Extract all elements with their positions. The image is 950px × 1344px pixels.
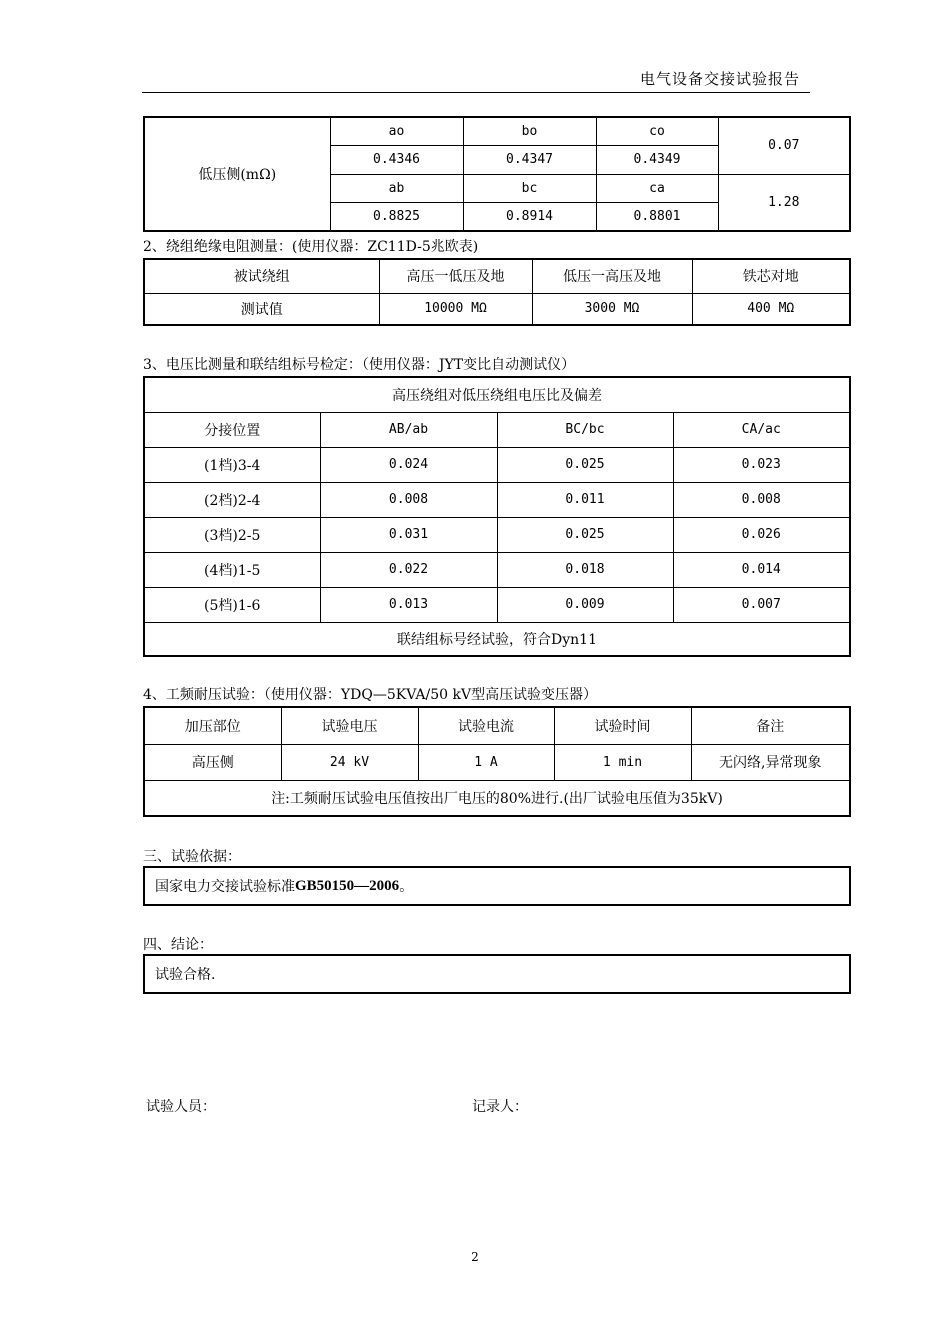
table-header: 低压一高压及地 xyxy=(532,259,692,293)
conclusion-box xyxy=(143,954,851,994)
header-divider xyxy=(142,92,810,93)
phase-header: ao xyxy=(330,117,463,145)
phase-header: bo xyxy=(463,117,596,145)
section2-title: 2、绕组绝缘电阻测量：(使用仪器：ZC11D-5兆欧表) xyxy=(143,239,479,255)
tap-position: (2档)2-4 xyxy=(144,482,320,517)
table-header: 分接位置 xyxy=(144,412,320,447)
table-header: 被试绕组 xyxy=(144,259,379,293)
basis-title: 三、试验依据： xyxy=(143,849,241,865)
resistance-value: 0.8825 xyxy=(330,202,463,231)
deviation-value: 0.07 xyxy=(718,117,850,174)
phase-header: ca xyxy=(596,174,718,202)
row-label: 测试值 xyxy=(144,293,379,325)
table-caption: 高压绕组对低压绕组电压比及偏差 xyxy=(144,377,850,412)
conclusion-title: 四、结论： xyxy=(143,937,213,953)
table-header: 备注 xyxy=(691,707,850,744)
tap-position: (3档)2-5 xyxy=(144,517,320,552)
basis-suffix: 。 xyxy=(399,879,414,895)
resistance-value: 0.4349 xyxy=(596,145,718,174)
ratio-deviation: 0.023 xyxy=(673,447,850,482)
test-current: 1 A xyxy=(418,744,554,780)
vector-group-result: 联结组标号经试验，符合Dyn11 xyxy=(144,622,850,656)
table-header: 试验时间 xyxy=(554,707,691,744)
table-header: 加压部位 xyxy=(144,707,281,744)
ratio-deviation: 0.024 xyxy=(320,447,497,482)
basis-text: 国家电力交接试验标准 xyxy=(155,879,295,895)
ratio-deviation: 0.014 xyxy=(673,552,850,587)
basis-box xyxy=(143,866,851,906)
section3-title: 3、电压比测量和联结组标号检定：（使用仪器：JYT变比自动测试仪） xyxy=(143,357,576,373)
resistance-value: 0.4346 xyxy=(330,145,463,174)
table-header: AB/ab xyxy=(320,412,497,447)
low-side-label: 低压侧(mΩ) xyxy=(144,117,330,231)
table-row xyxy=(144,517,850,552)
low-voltage-resistance-table xyxy=(143,116,851,232)
test-voltage: 24 kV xyxy=(281,744,418,780)
page-number: 2 xyxy=(471,1250,479,1264)
remarks: 无闪络,异常现象 xyxy=(691,744,850,780)
ratio-deviation: 0.011 xyxy=(497,482,673,517)
conclusion-text: 试验合格. xyxy=(155,967,216,983)
ratio-deviation: 0.025 xyxy=(497,447,673,482)
table-header: CA/ac xyxy=(673,412,850,447)
voltage-ratio-table xyxy=(143,376,851,657)
ratio-deviation: 0.018 xyxy=(497,552,673,587)
ratio-deviation: 0.008 xyxy=(320,482,497,517)
resistance-value: 0.8914 xyxy=(463,202,596,231)
withstand-voltage-table xyxy=(143,706,851,817)
phase-header: bc xyxy=(463,174,596,202)
standard-code: GB50150—2006 xyxy=(295,877,400,894)
ratio-deviation: 0.025 xyxy=(497,517,673,552)
withstand-note: 注:工频耐压试验电压值按出厂电压的80%进行.(出厂试验电压值为35kV) xyxy=(144,780,850,816)
tester-label: 试验人员： xyxy=(146,1099,216,1115)
tap-position: (1档)3-4 xyxy=(144,447,320,482)
insulation-value: 10000 MΩ xyxy=(379,293,532,325)
tap-position: (4档)1-5 xyxy=(144,552,320,587)
phase-header: co xyxy=(596,117,718,145)
table-row xyxy=(144,447,850,482)
deviation-value: 1.28 xyxy=(718,174,850,231)
insulation-value: 400 MΩ xyxy=(692,293,850,325)
ratio-deviation: 0.026 xyxy=(673,517,850,552)
ratio-deviation: 0.022 xyxy=(320,552,497,587)
insulation-resistance-table xyxy=(143,258,851,326)
table-header: BC/bc xyxy=(497,412,673,447)
ratio-deviation: 0.007 xyxy=(673,587,850,622)
table-row xyxy=(144,552,850,587)
table-header: 试验电压 xyxy=(281,707,418,744)
tap-position: (5档)1-6 xyxy=(144,587,320,622)
test-location: 高压侧 xyxy=(144,744,281,780)
table-row xyxy=(144,587,850,622)
ratio-deviation: 0.008 xyxy=(673,482,850,517)
report-title: 电气设备交接试验报告 xyxy=(640,70,801,88)
ratio-deviation: 0.009 xyxy=(497,587,673,622)
resistance-value: 0.4347 xyxy=(463,145,596,174)
insulation-value: 3000 MΩ xyxy=(532,293,692,325)
ratio-deviation: 0.013 xyxy=(320,587,497,622)
recorder-label: 记录人： xyxy=(472,1099,528,1115)
resistance-value: 0.8801 xyxy=(596,202,718,231)
table-header: 铁芯对地 xyxy=(692,259,850,293)
ratio-deviation: 0.031 xyxy=(320,517,497,552)
table-header: 高压一低压及地 xyxy=(379,259,532,293)
section4-title: 4、工频耐压试验：（使用仪器：YDQ—5KVA/50 kV型高压试验变压器） xyxy=(143,687,598,703)
table-row xyxy=(144,482,850,517)
phase-header: ab xyxy=(330,174,463,202)
test-duration: 1 min xyxy=(554,744,691,780)
table-header: 试验电流 xyxy=(418,707,554,744)
